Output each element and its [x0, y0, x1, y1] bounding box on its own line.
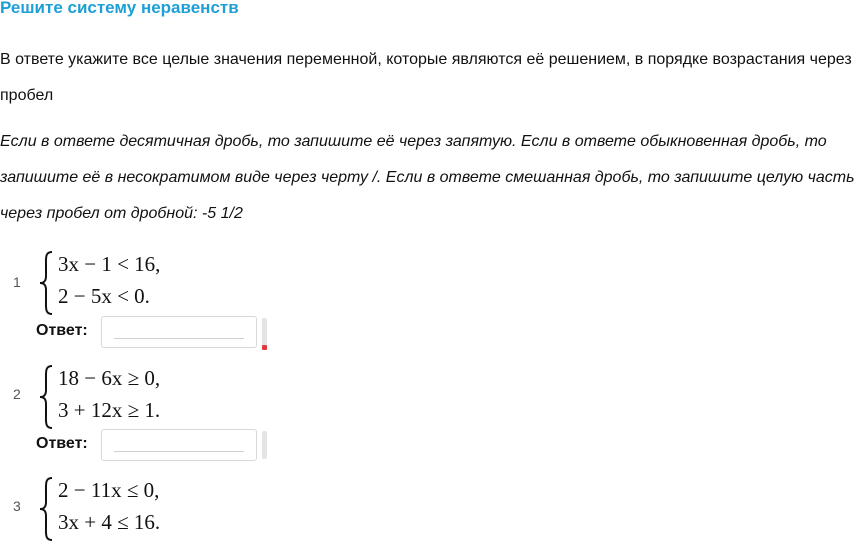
required-marker-icon [262, 345, 267, 350]
inequality-1: 2 − 11x ≤ 0, [58, 478, 160, 502]
answer-label: Ответ: [36, 435, 88, 452]
answer-label: Ответ: [36, 322, 88, 339]
system-brace-icon [38, 476, 54, 542]
task-number: 2 [13, 386, 21, 402]
answer-status-marker [262, 318, 267, 346]
page-title: Решите систему неравенств [0, 0, 239, 17]
inequality-2: 2 − 5x < 0. [58, 284, 150, 308]
inequality-1: 18 − 6x ≥ 0, [58, 366, 161, 390]
task-number: 3 [13, 498, 21, 514]
task-number: 1 [13, 274, 21, 290]
instructions-note: Если в ответе десятичная дробь, то запишите её через запятую. Если в ответе обыкновенная дробь, то запишите её в несократимом виде через черту /. Если в ответе смешанная дробь, то запишите целую часть через пробел от дробной: -5 1/2 [0, 133, 855, 222]
answer-status-marker [262, 431, 267, 459]
system-brace-icon [38, 364, 54, 430]
system-brace-icon [38, 250, 54, 316]
inequality-1: 3x − 1 < 16, [58, 252, 161, 276]
answer-input-2[interactable] [101, 429, 257, 461]
answer-input-underline [114, 451, 244, 452]
instructions-text: В ответе укажите все целые значения переменной, которые являются её решением, в порядке возрастания через пробел [0, 51, 852, 104]
inequality-2: 3 + 12x ≥ 1. [58, 398, 161, 422]
answer-input-1[interactable] [101, 316, 257, 348]
inequality-2: 3x + 4 ≤ 16. [58, 510, 161, 534]
answer-input-underline [114, 338, 244, 339]
